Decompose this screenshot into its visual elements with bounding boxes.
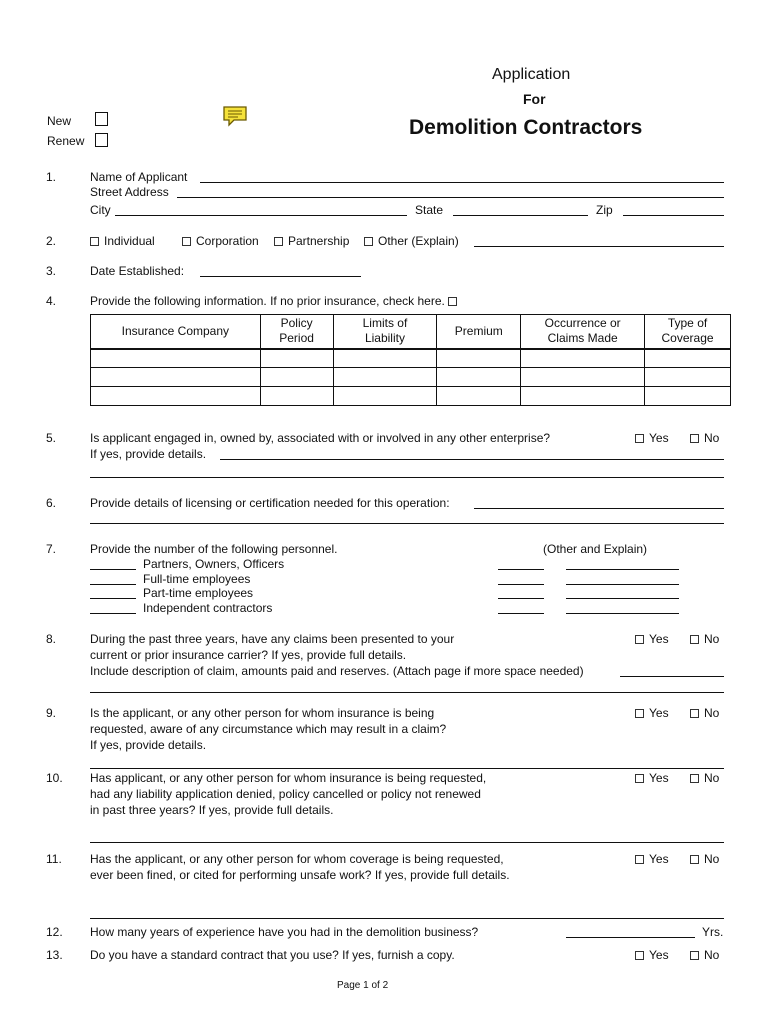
partners-count-field[interactable] bbox=[90, 569, 136, 570]
col-type-of-coverage: Type of Coverage bbox=[645, 315, 731, 349]
table-cell[interactable] bbox=[645, 349, 731, 368]
q12-number: 12. bbox=[46, 925, 63, 939]
insurance-table bbox=[90, 314, 731, 406]
parttime-label: Part-time employees bbox=[143, 586, 254, 600]
table-cell[interactable] bbox=[521, 349, 645, 368]
table-cell[interactable] bbox=[437, 349, 521, 368]
q11-yes-checkbox[interactable] bbox=[635, 855, 644, 864]
other-option[interactable] bbox=[364, 234, 459, 248]
table-cell[interactable] bbox=[645, 368, 731, 387]
q8-no-option[interactable] bbox=[690, 632, 719, 646]
q7-question: Provide the number of the following personnel. bbox=[90, 542, 338, 556]
street-address-field[interactable] bbox=[177, 197, 724, 198]
q5-details-field-2[interactable] bbox=[90, 477, 724, 478]
table-cell[interactable] bbox=[260, 349, 333, 368]
q1-number: 1. bbox=[46, 170, 57, 184]
q8-line3: Include description of claim, amounts paid and reserves. (Attach page if more space needed) bbox=[90, 664, 584, 678]
q10-no-option[interactable] bbox=[690, 771, 719, 785]
sticky-note-icon[interactable] bbox=[222, 105, 248, 127]
q11-no-checkbox[interactable] bbox=[690, 855, 699, 864]
table-cell[interactable] bbox=[521, 368, 645, 387]
q10-number: 10. bbox=[46, 771, 63, 785]
q8-line2: current or prior insurance carrier? If yes, provide full details. bbox=[90, 648, 407, 662]
no-label: No bbox=[704, 771, 720, 785]
city-label: City bbox=[90, 203, 111, 217]
other-count-field-1[interactable] bbox=[498, 569, 544, 570]
other-count-field-2[interactable] bbox=[498, 584, 544, 585]
q4-number: 4. bbox=[46, 294, 57, 308]
q9-number: 9. bbox=[46, 706, 57, 720]
no-label: No bbox=[704, 431, 720, 445]
q5-no-checkbox[interactable] bbox=[690, 434, 699, 443]
corporation-checkbox[interactable] bbox=[182, 237, 191, 246]
table-cell[interactable] bbox=[437, 387, 521, 406]
q10-yes-option[interactable] bbox=[635, 771, 669, 785]
q9-line2: requested, aware of any circumstance which may result in a claim? bbox=[90, 722, 447, 736]
table-cell[interactable] bbox=[91, 387, 261, 406]
other-explain-field-4[interactable] bbox=[566, 613, 679, 614]
q5-yes-checkbox[interactable] bbox=[635, 434, 644, 443]
q7-other-label: (Other and Explain) bbox=[543, 542, 648, 556]
q2-number: 2. bbox=[46, 234, 57, 248]
yes-label: Yes bbox=[649, 948, 669, 962]
no-label: No bbox=[704, 632, 720, 646]
q6-question: Provide details of licensing or certification needed for this operation: bbox=[90, 496, 450, 510]
q9-yes-checkbox[interactable] bbox=[635, 709, 644, 718]
q6-number: 6. bbox=[46, 496, 57, 510]
q5-yes-option[interactable] bbox=[635, 431, 669, 445]
years-unit-label: Yrs. bbox=[702, 925, 724, 939]
partners-label: Partners, Owners, Officers bbox=[143, 557, 285, 571]
city-field[interactable] bbox=[115, 215, 407, 216]
no-label: No bbox=[704, 948, 720, 962]
table-cell[interactable] bbox=[333, 349, 437, 368]
renew-checkbox[interactable] bbox=[95, 133, 108, 147]
corporation-label: Corporation bbox=[196, 234, 259, 248]
page-title: Demolition Contractors bbox=[409, 116, 643, 139]
q8-field-2[interactable] bbox=[90, 692, 724, 693]
state-label: State bbox=[415, 203, 444, 217]
table-cell[interactable] bbox=[91, 349, 261, 368]
q11-no-option[interactable] bbox=[690, 852, 719, 866]
q9-no-option[interactable] bbox=[690, 706, 719, 720]
q8-line1: During the past three years, have any claims been presented to your bbox=[90, 632, 455, 646]
table-cell[interactable] bbox=[333, 387, 437, 406]
applicant-name-label: Name of Applicant bbox=[90, 170, 188, 184]
date-established-field[interactable] bbox=[200, 276, 361, 277]
table-cell[interactable] bbox=[437, 368, 521, 387]
table-row bbox=[91, 349, 731, 368]
table-cell[interactable] bbox=[333, 368, 437, 387]
q11-yes-option[interactable] bbox=[635, 852, 669, 866]
fulltime-count-field[interactable] bbox=[90, 584, 136, 585]
q8-number: 8. bbox=[46, 632, 57, 646]
other-explain-field-3[interactable] bbox=[566, 598, 679, 599]
q9-line3: If yes, provide details. bbox=[90, 738, 207, 752]
table-cell[interactable] bbox=[260, 368, 333, 387]
renew-label: Renew bbox=[47, 134, 85, 148]
q10-no-checkbox[interactable] bbox=[690, 774, 699, 783]
col-policy-period: Policy Period bbox=[260, 315, 333, 349]
q13-yes-option[interactable] bbox=[635, 948, 669, 962]
applicant-name-field[interactable] bbox=[200, 182, 724, 183]
q9-yes-option[interactable] bbox=[635, 706, 669, 720]
individual-checkbox[interactable] bbox=[90, 237, 99, 246]
q13-question: Do you have a standard contract that you use? If yes, furnish a copy. bbox=[90, 948, 455, 962]
q5-details-label: If yes, provide details. bbox=[90, 447, 207, 461]
q11-field[interactable] bbox=[90, 918, 724, 919]
other-count-field-3[interactable] bbox=[498, 598, 544, 599]
other-explain-field[interactable] bbox=[474, 246, 724, 247]
col-premium: Premium bbox=[437, 315, 521, 349]
q12-question: How many years of experience have you had in the demolition business? bbox=[90, 925, 479, 939]
q11-line1: Has the applicant, or any other person for whom coverage is being requested, bbox=[90, 852, 504, 866]
fulltime-label: Full-time employees bbox=[143, 572, 251, 586]
no-prior-insurance-checkbox[interactable] bbox=[448, 297, 457, 306]
q13-yes-checkbox[interactable] bbox=[635, 951, 644, 960]
table-cell[interactable] bbox=[260, 387, 333, 406]
yes-label: Yes bbox=[649, 431, 669, 445]
parttime-count-field[interactable] bbox=[90, 598, 136, 599]
yes-label: Yes bbox=[649, 771, 669, 785]
street-address-label: Street Address bbox=[90, 185, 169, 199]
q6-field-2[interactable] bbox=[90, 523, 724, 524]
q10-line2: had any liability application denied, policy cancelled or policy not renewed bbox=[90, 787, 481, 801]
q13-number: 13. bbox=[46, 948, 63, 962]
other-explain-field-2[interactable] bbox=[566, 584, 679, 585]
contractors-count-field[interactable] bbox=[90, 613, 136, 614]
q10-line1: Has applicant, or any other person for whom insurance is being requested, bbox=[90, 771, 487, 785]
new-label: New bbox=[47, 114, 72, 128]
q10-yes-checkbox[interactable] bbox=[635, 774, 644, 783]
q8-no-checkbox[interactable] bbox=[690, 635, 699, 644]
table-cell[interactable] bbox=[91, 368, 261, 387]
q13-no-option[interactable] bbox=[690, 948, 719, 962]
partnership-option[interactable] bbox=[274, 234, 349, 248]
years-experience-field[interactable] bbox=[566, 937, 695, 938]
other-count-field-4[interactable] bbox=[498, 613, 544, 614]
q6-field[interactable] bbox=[474, 508, 724, 509]
new-checkbox[interactable] bbox=[95, 112, 108, 126]
zip-label: Zip bbox=[596, 203, 613, 217]
state-field[interactable] bbox=[453, 215, 588, 216]
table-cell[interactable] bbox=[645, 387, 731, 406]
other-label: Other (Explain) bbox=[378, 234, 459, 248]
individual-label: Individual bbox=[104, 234, 155, 248]
yes-label: Yes bbox=[649, 632, 669, 646]
title-for: For bbox=[523, 91, 546, 107]
other-checkbox[interactable] bbox=[364, 237, 373, 246]
q11-number: 11. bbox=[46, 852, 62, 866]
q7-number: 7. bbox=[46, 542, 57, 556]
q10-line3: in past three years? If yes, provide full details. bbox=[90, 803, 334, 817]
q8-yes-option[interactable] bbox=[635, 632, 669, 646]
page-number: Page 1 of 2 bbox=[337, 980, 389, 991]
no-label: No bbox=[704, 852, 720, 866]
q3-number: 3. bbox=[46, 264, 57, 278]
table-row bbox=[91, 387, 731, 406]
q9-line1: Is the applicant, or any other person for whom insurance is being bbox=[90, 706, 435, 720]
partnership-checkbox[interactable] bbox=[274, 237, 283, 246]
q13-no-checkbox[interactable] bbox=[690, 951, 699, 960]
q8-yes-checkbox[interactable] bbox=[635, 635, 644, 644]
q5-number: 5. bbox=[46, 431, 57, 445]
q5-question: Is applicant engaged in, owned by, associated with or involved in any other enterprise? bbox=[90, 431, 551, 445]
yes-label: Yes bbox=[649, 852, 669, 866]
q10-field[interactable] bbox=[90, 842, 724, 843]
q5-no-option[interactable] bbox=[690, 431, 719, 445]
yes-label: Yes bbox=[649, 706, 669, 720]
zip-field[interactable] bbox=[623, 215, 724, 216]
contractors-label: Independent contractors bbox=[143, 601, 273, 615]
q11-line2: ever been fined, or cited for performing unsafe work? If yes, provide full details. bbox=[90, 868, 510, 882]
q5-details-field[interactable] bbox=[220, 459, 724, 460]
q8-field[interactable] bbox=[620, 676, 724, 677]
q9-no-checkbox[interactable] bbox=[690, 709, 699, 718]
date-established-label: Date Established: bbox=[90, 264, 185, 278]
corporation-option[interactable] bbox=[182, 234, 259, 248]
q4-label: Provide the following information. If no prior insurance, check here. bbox=[90, 294, 462, 308]
table-row bbox=[91, 368, 731, 387]
table-cell[interactable] bbox=[521, 387, 645, 406]
col-occurrence-claims: Occurrence or Claims Made bbox=[521, 315, 645, 349]
title-application: Application bbox=[492, 66, 571, 83]
no-label: No bbox=[704, 706, 720, 720]
col-insurance-company: Insurance Company bbox=[91, 315, 261, 349]
q9-field[interactable] bbox=[90, 768, 724, 769]
partnership-label: Partnership bbox=[288, 234, 350, 248]
other-explain-field-1[interactable] bbox=[566, 569, 679, 570]
col-limits-of-liability: Limits of Liability bbox=[333, 315, 437, 349]
individual-option[interactable] bbox=[90, 234, 155, 248]
